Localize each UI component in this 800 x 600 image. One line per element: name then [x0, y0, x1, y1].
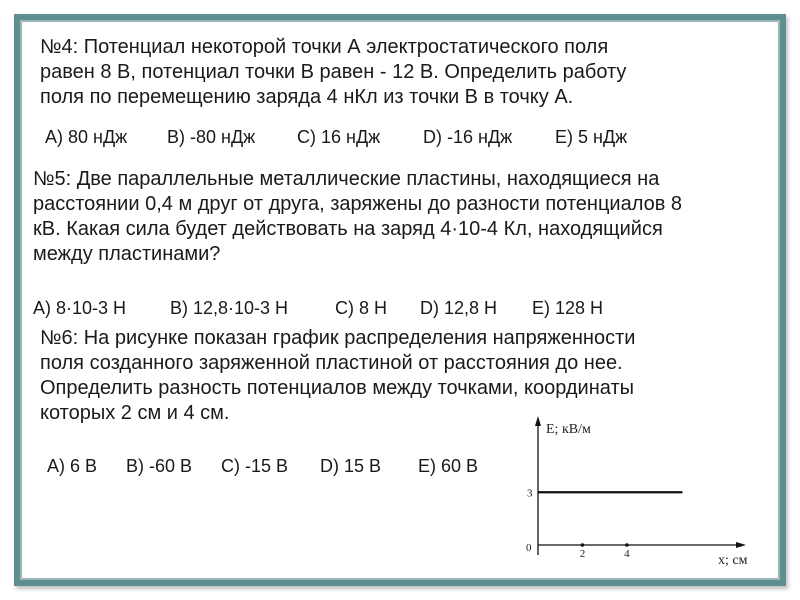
p5-answer-c: С) 8 Н [335, 298, 388, 318]
y-axis-arrow [535, 416, 541, 426]
field-chart [500, 410, 770, 570]
p6-answer-e: Е) 60 В [418, 456, 479, 476]
p6-answer-a: А) 6 В [47, 456, 98, 476]
p5-answer-b: В) 12,8·10-3 Н [170, 298, 289, 318]
p4-answer-c: С) 16 нДж [297, 127, 381, 147]
p5-line-3: кВ. Какая сила будет действовать на заряд 4·10-4 Кл, находящийся [33, 218, 663, 240]
y-axis-label: E; кВ/м [546, 422, 591, 437]
p5-line-4: между пластинами? [33, 243, 221, 265]
p6-line-1: №6: На рисунке показан график распределения напряженности [40, 327, 636, 349]
p4-line-1: №4: Потенциал некоторой точки А электростатического поля [40, 36, 609, 58]
p6-answer-b: В) -60 В [126, 456, 193, 476]
x-tick-dot [581, 543, 585, 547]
y-tick-label: 3 [527, 487, 533, 500]
p4-answer-a: А) 80 нДж [45, 127, 128, 147]
x-axis-arrow [736, 542, 746, 548]
origin-label: 0 [526, 542, 532, 554]
p5-answer-d: D) 12,8 Н [420, 298, 498, 318]
p4-line-2: равен 8 В, потенциал точки В равен - 12 В. Определить работу [40, 61, 627, 83]
x-tick-label: 2 [579, 548, 586, 560]
x-tick-label: 4 [624, 548, 630, 560]
p5-answer-a: А) 8·10-3 Н [33, 298, 127, 318]
p5-line-2: расстоянии 0,4 м друг от друга, заряжены до разности потенциалов 8 [33, 193, 683, 215]
p6-answer-c: С) -15 В [221, 456, 289, 476]
p4-answer-e: Е) 5 нДж [555, 127, 628, 147]
p4-answer-d: D) -16 нДж [423, 127, 513, 147]
p6-line-3: Определить разность потенциалов между точками, координаты [40, 377, 634, 399]
p5-answer-e: Е) 128 Н [532, 298, 604, 318]
p5-line-1: №5: Две параллельные металлические пластины, находящиеся на [33, 168, 660, 190]
x-axis-label: x; см [718, 553, 748, 568]
x-tick-dot [625, 543, 629, 547]
p4-answer-b: В) -80 нДж [167, 127, 256, 147]
p6-line-2: поля созданного заряженной пластиной от расстояния до нее. [40, 352, 623, 374]
p6-line-4: которых 2 см и 4 см. [40, 402, 230, 424]
p4-line-3: поля по перемещению заряда 4 нКл из точки В в точку А. [40, 86, 574, 108]
p6-answer-d: D) 15 В [320, 456, 382, 476]
